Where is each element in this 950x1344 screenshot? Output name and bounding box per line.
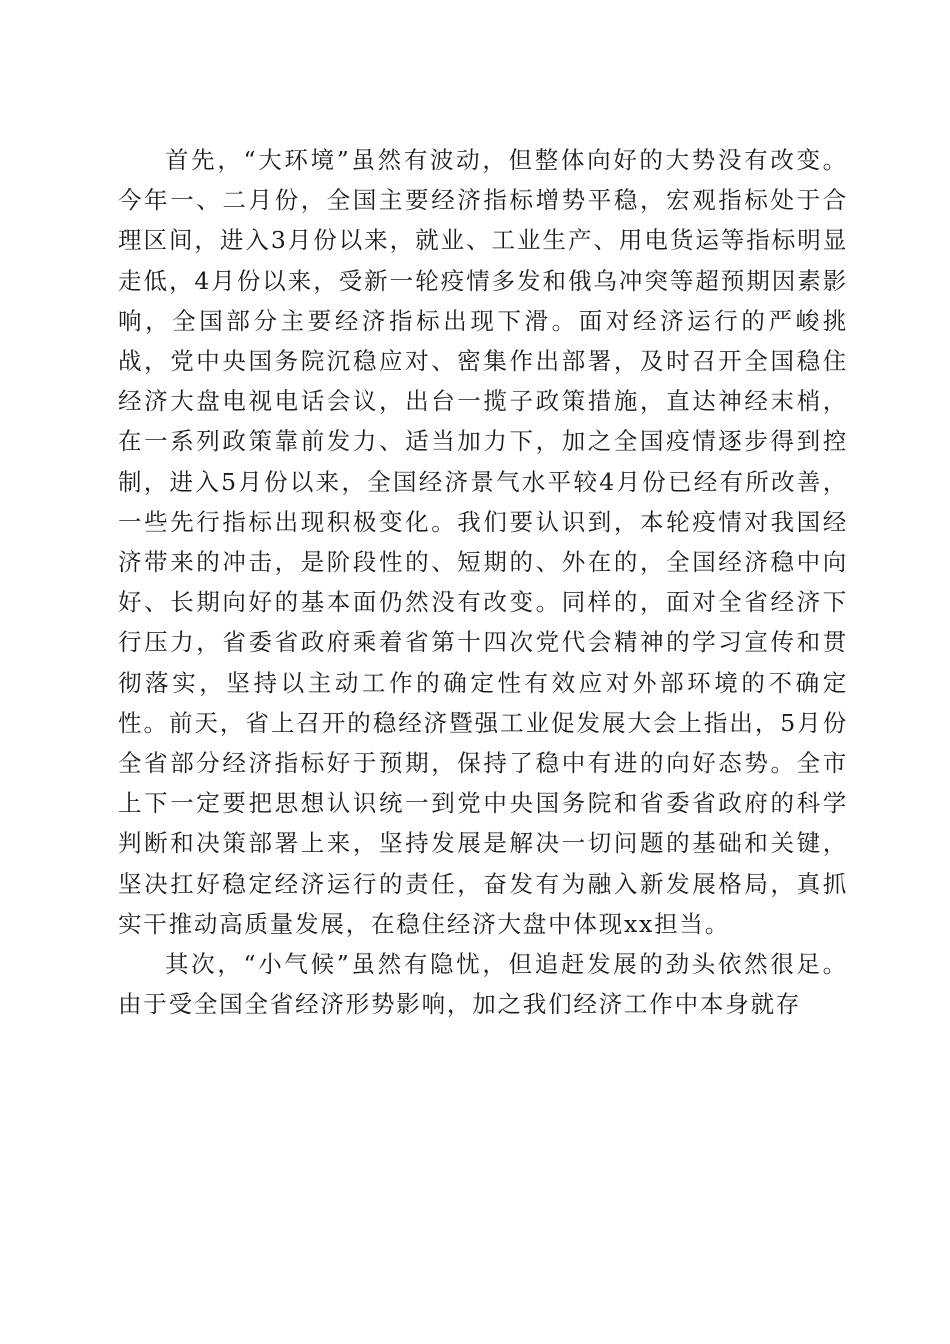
paragraph-2: 其次，“小气候”虽然有隐忧，但追赶发展的劲头依然很足。由于受全国全省经济形势影响，加之我们经济工作中本身就存 [118,950,848,1019]
paragraph-1: 首先，“大环境”虽然有波动，但整体向好的大势没有改变。今年一、二月份，全国主要经济指标增势平稳，宏观指标处于合理区间，进入3月份以来，就业、工业生产、用电货运等指标明显走低，4月份以来，受新一轮疫情多发和俄乌冲突等超预期因素影响，全国部分主要经济指标出现下滑。面对经济运行的严峻挑战，党中央国务院沉稳应对、密集作出部署，及时召开全国稳住经济大盘电视电话会议，出台一揽子政策措施，直达神经末梢，在一系列政策靠前发力、适当加力下，加之全国疫情逐步得到控制，进入5月份以来，全国经济景气水平较4月份已经有所改善，一些先行指标出现积极变化。我们要认识到，本轮疫情对我国经济带来的冲击，是阶段性的、短期的、外在的，全国经济稳中向好、长期向好的基本面仍然没有改变。同样的，面对全省经济下行压力，省委省政府乘着省第十四次党代会精神的学习宣传和贯彻落实，坚持以主动工作的确定性有效应对外部环境的不确定性。前天，省上召开的稳经济暨强工业促发展大会上指出，5月份全省部分经济指标好于预期，保持了稳中有进的向好态势。全市上下一定要把思想认识统一到党中央国务院和省委省政府的科学判断和决策部署上来，坚持发展是解决一切问题的基础和关键，坚决扛好稳定经济运行的责任，奋发有为融入新发展格局，真抓实干推动高质量发展，在稳住经济大盘中体现xx担当。 [118,146,848,938]
document-body [118,140,848,1024]
